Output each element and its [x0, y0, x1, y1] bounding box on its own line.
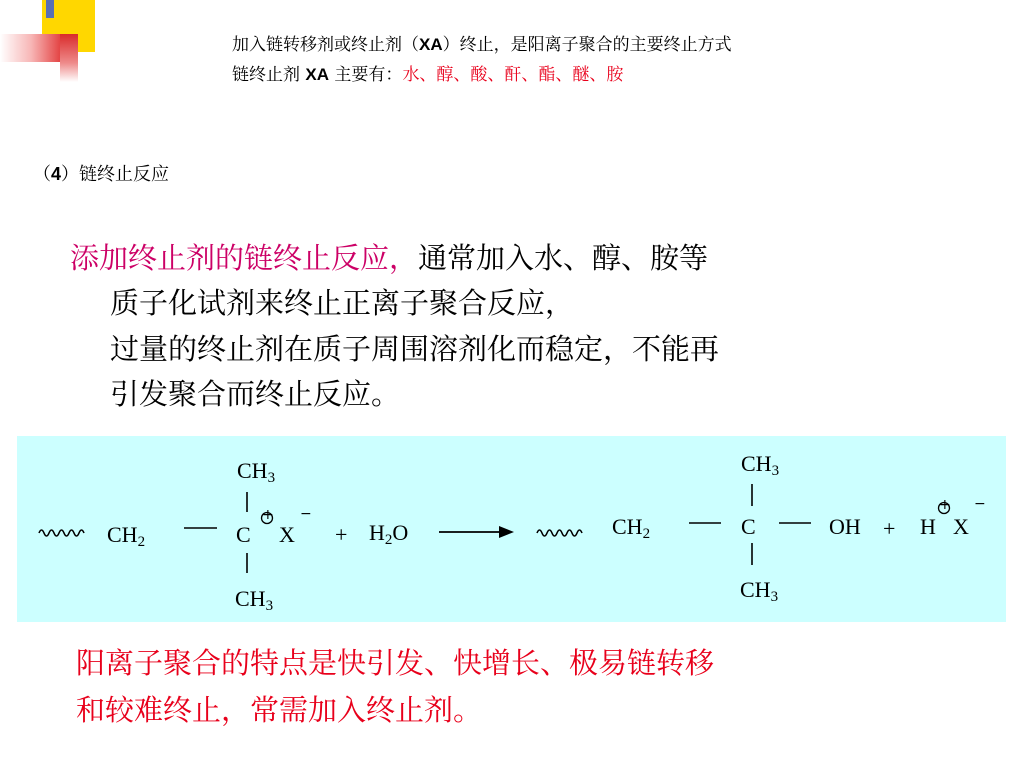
x-left: X	[279, 522, 295, 547]
positive-charge-left: +	[262, 507, 274, 523]
highlight-phrase: 添加终止剂的链终止反应，	[70, 241, 419, 275]
water: $H_2O$	[369, 520, 409, 548]
top-note	[232, 30, 732, 90]
top-note-line1: 加入链转移剂或终止剂（XA）终止，是阳离子聚合的主要终止方式	[232, 35, 732, 55]
corner-red-gradient-vertical	[60, 34, 78, 82]
wavy-chain-left	[39, 530, 84, 536]
plus-right: +	[883, 516, 896, 541]
ch3-top-left: $CH_3$	[237, 458, 276, 486]
ch3-top-right: $CH_3$	[741, 451, 780, 479]
paragraph-termination-agent: 添加终止剂的链终止反应，通常加入水、醇、胺等 质子化试剂来终止正离子聚合反应，	[70, 241, 709, 320]
terminator-list: 水、醇、酸、酐、酯、醚、胺	[402, 65, 624, 85]
negative-charge-left: −	[300, 506, 312, 522]
summary-text: 阳离子聚合的特点是快引发、快增长、极易链转移 和较难终止，常需加入终止剂。	[76, 646, 715, 727]
top-note-line2: 链终止剂 XA 主要有：水、醇、酸、酐、酯、醚、胺	[232, 65, 624, 85]
negative-charge-right: −	[974, 496, 986, 512]
positive-charge-right: +	[939, 497, 951, 513]
x-right: X	[953, 514, 969, 539]
carbon-left: C	[236, 522, 251, 547]
ch2-right: $CH_2$	[612, 514, 651, 542]
hydroxyl: OH	[829, 514, 861, 539]
reaction-scheme	[17, 436, 1006, 622]
ch3-bottom-left: $CH_3$	[235, 586, 274, 614]
section-heading: （4）链终止反应	[33, 164, 170, 185]
wavy-chain-right	[537, 530, 582, 536]
ch2-left: $CH_2$	[107, 522, 146, 550]
corner-blue-accent	[46, 0, 54, 18]
arrowhead	[499, 526, 514, 538]
carbon-right: C	[741, 514, 756, 539]
ch3-bottom-right: $CH_3$	[740, 577, 779, 605]
proton: H	[920, 514, 936, 539]
plus-left: +	[335, 522, 348, 547]
paragraph-solvation: 过量的终止剂在质子周围溶剂化而稳定，不能再 引发聚合而终止反应。	[110, 332, 720, 411]
